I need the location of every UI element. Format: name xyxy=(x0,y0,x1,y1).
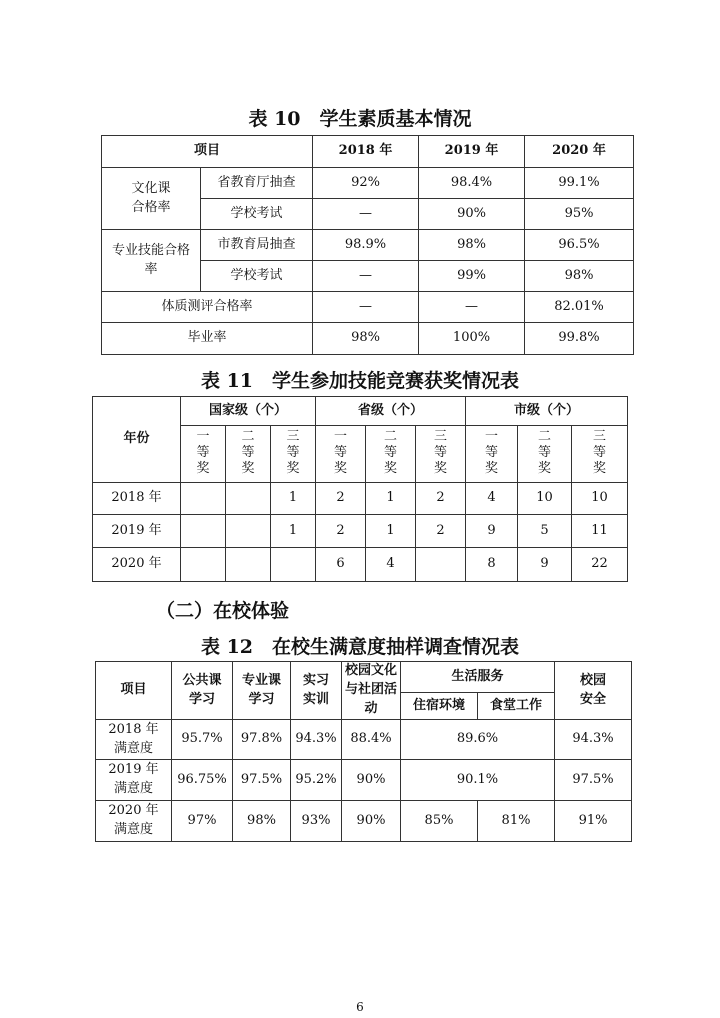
cell-value: 98.4% xyxy=(419,168,525,199)
table-row xyxy=(96,760,632,801)
row-label: 省教育厅抽查 xyxy=(201,168,313,199)
cell-value: 92% xyxy=(313,168,419,199)
cell-value xyxy=(226,483,271,515)
row-label: 毕业率 xyxy=(102,323,313,355)
header-2019: 2019 年 xyxy=(419,136,525,168)
prize-first: 一等奖 xyxy=(334,428,348,477)
table-row xyxy=(93,515,628,548)
header-public-course: 公共课学习 xyxy=(172,662,233,720)
prize-third: 三等奖 xyxy=(593,428,607,477)
row-label: 体质测评合格率 xyxy=(102,292,313,323)
header-dormitory: 住宿环境 xyxy=(401,693,478,720)
row-label: 市教育局抽查 xyxy=(201,230,313,261)
page-number: 6 xyxy=(356,1000,364,1014)
cell-value: 99.1% xyxy=(525,168,634,199)
cell-value: 90% xyxy=(342,801,401,842)
cell-value: 81% xyxy=(478,801,555,842)
cell-value: 90.1% xyxy=(401,760,555,801)
cell-value: 4 xyxy=(466,483,518,515)
header-canteen: 食堂工作 xyxy=(478,693,555,720)
cell-value xyxy=(181,515,226,548)
group-skill-pass-rate: 专业技能合格率 xyxy=(102,230,201,292)
cell-value: — xyxy=(419,292,525,323)
row-year: 2019 年 xyxy=(93,515,181,548)
cell-value: 91% xyxy=(555,801,632,842)
table10-caption: 表 10 学生素质基本情况 xyxy=(248,108,472,130)
cell-value: 1 xyxy=(271,483,316,515)
row-label: 2018 年满意度 xyxy=(96,720,172,760)
cell-value: 98% xyxy=(525,261,634,292)
prize-second: 二等奖 xyxy=(384,428,398,477)
row-year: 2018 年 xyxy=(93,483,181,515)
cell-value: 82.01% xyxy=(525,292,634,323)
row-label: 2020 年满意度 xyxy=(96,801,172,842)
header-provincial: 省级（个） xyxy=(316,397,466,426)
table12-caption: 表 12 在校生满意度抽样调查情况表 xyxy=(200,636,520,658)
cell-value xyxy=(181,483,226,515)
prize-first: 一等奖 xyxy=(485,428,499,477)
cell-value: 94.3% xyxy=(291,720,342,760)
cell-value: 8 xyxy=(466,548,518,582)
cell-value: 94.3% xyxy=(555,720,632,760)
header-campus-culture: 校园文化与社团活动 xyxy=(342,662,401,720)
cell-value: 97.5% xyxy=(233,760,291,801)
header-year: 年份 xyxy=(93,397,181,483)
cell-value xyxy=(226,548,271,582)
cell-value: 5 xyxy=(518,515,572,548)
header-major-course: 专业课学习 xyxy=(233,662,291,720)
cell-value: 9 xyxy=(466,515,518,548)
cell-value: 96.75% xyxy=(172,760,233,801)
cell-value: 89.6% xyxy=(401,720,555,760)
header-practice: 实习实训 xyxy=(291,662,342,720)
header-2018: 2018 年 xyxy=(313,136,419,168)
cell-value: 90% xyxy=(419,199,525,230)
header-item: 项目 xyxy=(102,136,313,168)
cell-value: 11 xyxy=(572,515,628,548)
table-row xyxy=(93,548,628,582)
section-heading: （二）在校体验 xyxy=(156,600,290,622)
prize-first: 一等奖 xyxy=(196,428,210,477)
prize-third: 三等奖 xyxy=(434,428,448,477)
cell-value: 99.8% xyxy=(525,323,634,355)
prize-third: 三等奖 xyxy=(286,428,300,477)
cell-value: 96.5% xyxy=(525,230,634,261)
row-label: 学校考试 xyxy=(201,261,313,292)
cell-value xyxy=(226,515,271,548)
cell-value: 10 xyxy=(518,483,572,515)
cell-value: 6 xyxy=(316,548,366,582)
table-row xyxy=(96,801,632,842)
row-year: 2020 年 xyxy=(93,548,181,582)
cell-value: 93% xyxy=(291,801,342,842)
prize-second: 二等奖 xyxy=(241,428,255,477)
cell-value: 1 xyxy=(271,515,316,548)
cell-value: 98% xyxy=(233,801,291,842)
cell-value: 9 xyxy=(518,548,572,582)
table-row xyxy=(93,483,628,515)
cell-value: 97.5% xyxy=(555,760,632,801)
cell-value: 1 xyxy=(366,515,416,548)
table10-student-quality xyxy=(101,135,634,355)
cell-value: 98% xyxy=(313,323,419,355)
cell-value: 2 xyxy=(416,515,466,548)
header-national: 国家级（个） xyxy=(181,397,316,426)
cell-value: 85% xyxy=(401,801,478,842)
table-row xyxy=(96,720,632,760)
cell-value xyxy=(416,548,466,582)
cell-value: 2 xyxy=(316,515,366,548)
cell-value xyxy=(181,548,226,582)
cell-value: 97% xyxy=(172,801,233,842)
header-item: 项目 xyxy=(96,662,172,720)
header-2020: 2020 年 xyxy=(525,136,634,168)
cell-value: 100% xyxy=(419,323,525,355)
table11-caption: 表 11 学生参加技能竞赛获奖情况表 xyxy=(200,370,520,392)
cell-value: 97.8% xyxy=(233,720,291,760)
group-culture-pass-rate: 文化课合格率 xyxy=(102,168,201,230)
prize-second: 二等奖 xyxy=(538,428,552,477)
cell-value: 22 xyxy=(572,548,628,582)
cell-value: 10 xyxy=(572,483,628,515)
row-label: 学校考试 xyxy=(201,199,313,230)
cell-value xyxy=(271,548,316,582)
cell-value: 4 xyxy=(366,548,416,582)
cell-value: 95% xyxy=(525,199,634,230)
row-label: 2019 年满意度 xyxy=(96,760,172,801)
table12-satisfaction-survey xyxy=(95,661,632,842)
cell-value: 2 xyxy=(316,483,366,515)
header-city: 市级（个） xyxy=(466,397,628,426)
cell-value: — xyxy=(313,199,419,230)
cell-value: — xyxy=(313,261,419,292)
cell-value: 1 xyxy=(366,483,416,515)
header-life-service: 生活服务 xyxy=(401,662,555,693)
cell-value: 95.7% xyxy=(172,720,233,760)
cell-value: 88.4% xyxy=(342,720,401,760)
cell-value: — xyxy=(313,292,419,323)
cell-value: 98.9% xyxy=(313,230,419,261)
cell-value: 95.2% xyxy=(291,760,342,801)
table11-skill-competition-awards xyxy=(92,396,628,582)
cell-value: 2 xyxy=(416,483,466,515)
cell-value: 98% xyxy=(419,230,525,261)
cell-value: 90% xyxy=(342,760,401,801)
header-campus-safety: 校园安全 xyxy=(555,662,632,720)
cell-value: 99% xyxy=(419,261,525,292)
